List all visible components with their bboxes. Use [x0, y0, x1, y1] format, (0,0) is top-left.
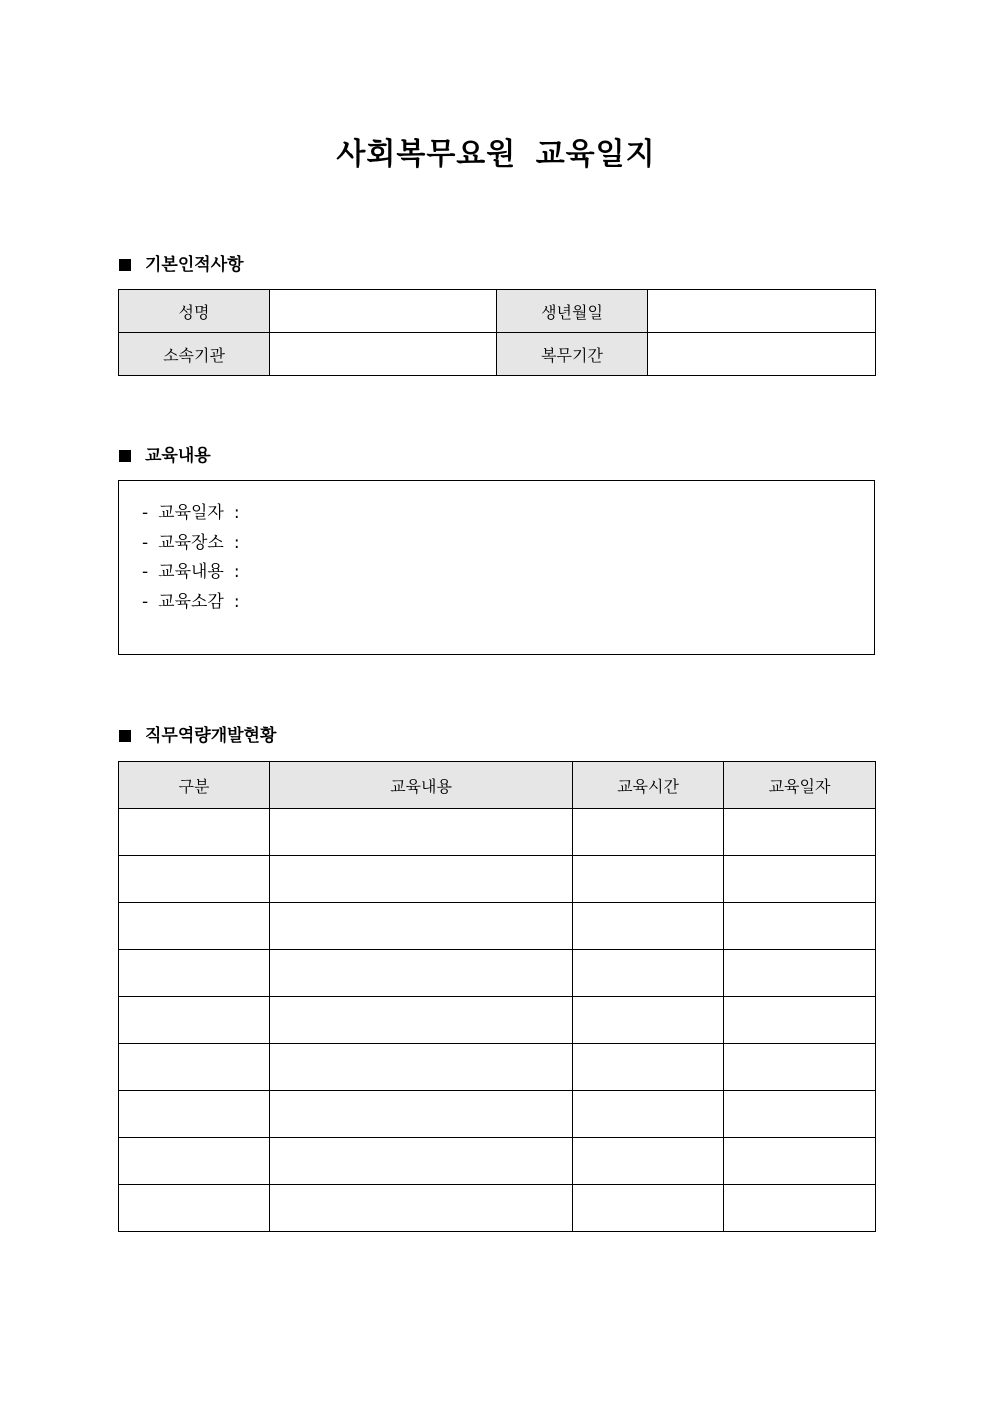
list-item	[142, 499, 240, 529]
column-header-content: 교육내용	[270, 762, 573, 809]
table-cell[interactable]	[724, 997, 876, 1044]
service-period-label: 복무기간	[497, 333, 648, 376]
table-cell[interactable]	[724, 856, 876, 903]
table-cell[interactable]	[724, 903, 876, 950]
dash-marker: -	[142, 532, 149, 553]
table-cell[interactable]	[270, 1091, 573, 1138]
table-cell[interactable]	[573, 950, 724, 997]
column-header-category: 구분	[119, 762, 270, 809]
table-cell[interactable]	[119, 856, 270, 903]
table-cell[interactable]	[573, 1044, 724, 1091]
table-row	[119, 290, 876, 333]
section-heading-training-content-label: 교육내용	[145, 446, 211, 466]
colon-separator: :	[233, 532, 240, 553]
organization-label: 소속기관	[119, 333, 270, 376]
training-date-label: 교육일자	[158, 503, 224, 523]
table-cell[interactable]	[573, 856, 724, 903]
list-item	[142, 558, 240, 588]
table-cell[interactable]	[724, 1138, 876, 1185]
table-cell[interactable]	[119, 997, 270, 1044]
table-cell[interactable]	[724, 950, 876, 997]
table-cell[interactable]	[119, 1091, 270, 1138]
table-row	[119, 950, 876, 997]
square-bullet-icon	[119, 450, 131, 462]
name-label: 성명	[119, 290, 270, 333]
dash-marker: -	[142, 562, 149, 582]
table-cell[interactable]	[270, 1185, 573, 1232]
table-cell[interactable]	[573, 1091, 724, 1138]
dash-marker: -	[142, 503, 149, 523]
list-item	[142, 588, 240, 618]
colon-separator: :	[233, 503, 240, 523]
table-cell[interactable]	[573, 809, 724, 856]
square-bullet-icon	[119, 730, 131, 742]
section-heading-basic-info	[119, 253, 244, 277]
table-row	[119, 856, 876, 903]
colon-separator: :	[233, 591, 240, 612]
table-row	[119, 1138, 876, 1185]
table-header-row	[119, 762, 876, 809]
birthdate-label: 생년월일	[497, 290, 648, 333]
table-row	[119, 903, 876, 950]
table-cell[interactable]	[270, 1138, 573, 1185]
table-cell[interactable]	[724, 1044, 876, 1091]
table-cell[interactable]	[270, 997, 573, 1044]
column-header-hours: 교육시간	[573, 762, 724, 809]
section-heading-competency-label: 직무역량개발현황	[145, 726, 277, 746]
table-cell[interactable]	[270, 950, 573, 997]
section-heading-training-content	[119, 444, 211, 468]
basic-info-table	[118, 289, 876, 376]
section-heading-competency	[119, 724, 276, 748]
table-cell[interactable]	[270, 809, 573, 856]
table-cell[interactable]	[270, 903, 573, 950]
training-place-label: 교육장소	[158, 532, 224, 553]
name-field[interactable]	[270, 290, 497, 333]
table-cell[interactable]	[119, 809, 270, 856]
table-cell[interactable]	[573, 1185, 724, 1232]
dash-marker: -	[142, 591, 149, 612]
table-cell[interactable]	[119, 1044, 270, 1091]
table-cell[interactable]	[573, 997, 724, 1044]
competency-table	[118, 761, 876, 1232]
training-content-list	[142, 499, 240, 617]
table-cell[interactable]	[573, 903, 724, 950]
table-row	[119, 997, 876, 1044]
organization-field[interactable]	[270, 333, 497, 376]
table-row	[119, 333, 876, 376]
training-impression-label: 교육소감	[158, 591, 224, 612]
table-row	[119, 809, 876, 856]
table-cell[interactable]	[119, 950, 270, 997]
square-bullet-icon	[119, 259, 131, 271]
table-row	[119, 1091, 876, 1138]
table-cell[interactable]	[724, 1091, 876, 1138]
section-heading-basic-info-label: 기본인적사항	[145, 255, 244, 275]
table-cell[interactable]	[724, 809, 876, 856]
training-content-box[interactable]	[118, 480, 875, 655]
table-row	[119, 1185, 876, 1232]
training-details-label: 교육내용	[158, 562, 224, 582]
column-header-date: 교육일자	[724, 762, 876, 809]
list-item	[142, 529, 240, 559]
table-cell[interactable]	[270, 856, 573, 903]
table-row	[119, 1044, 876, 1091]
table-cell[interactable]	[119, 903, 270, 950]
table-cell[interactable]	[270, 1044, 573, 1091]
birthdate-field[interactable]	[648, 290, 876, 333]
table-cell[interactable]	[119, 1185, 270, 1232]
table-cell[interactable]	[724, 1185, 876, 1232]
table-cell[interactable]	[573, 1138, 724, 1185]
document-title: 사회복무요원 교육일지	[336, 137, 656, 172]
table-cell[interactable]	[119, 1138, 270, 1185]
service-period-field[interactable]	[648, 333, 876, 376]
colon-separator: :	[233, 562, 240, 582]
